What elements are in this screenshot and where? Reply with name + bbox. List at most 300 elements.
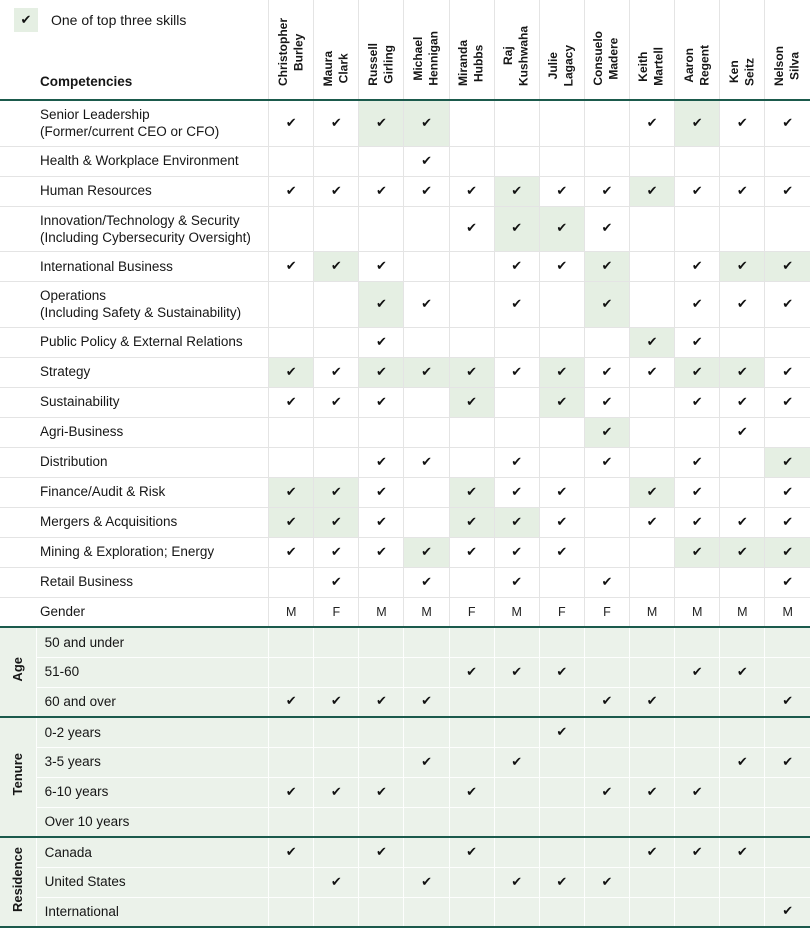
empty-cell (404, 717, 449, 747)
empty-cell (765, 807, 810, 837)
row-label: Agri-Business (0, 417, 269, 447)
empty-cell (269, 657, 314, 687)
table-row (0, 687, 810, 717)
check-icon: ✔ (584, 176, 629, 206)
check-icon: ✔ (584, 687, 629, 717)
check-icon: ✔ (675, 477, 720, 507)
check-icon: ✔ (765, 687, 810, 717)
director-name: Raj Kushwaha (501, 25, 531, 86)
check-icon: ✔ (494, 747, 539, 777)
empty-cell (314, 717, 359, 747)
gender-value: M (404, 597, 449, 627)
empty-cell (765, 206, 810, 252)
check-top-three-icon: ✔ (314, 477, 359, 507)
check-top-three-icon: ✔ (720, 252, 765, 282)
check-top-three-icon: ✔ (314, 507, 359, 537)
check-top-three-icon: ✔ (404, 537, 449, 567)
check-top-three-icon: ✔ (539, 206, 584, 252)
empty-cell (630, 627, 675, 657)
empty-cell (584, 327, 629, 357)
empty-cell (404, 206, 449, 252)
check-icon: ✔ (359, 176, 404, 206)
empty-cell (494, 417, 539, 447)
check-icon: ✔ (269, 387, 314, 417)
empty-cell (494, 717, 539, 747)
check-icon: ✔ (269, 537, 314, 567)
check-icon: ✔ (765, 477, 810, 507)
empty-cell (675, 417, 720, 447)
empty-cell (584, 537, 629, 567)
check-icon: ✔ (675, 387, 720, 417)
empty-cell (539, 282, 584, 328)
empty-cell (359, 146, 404, 176)
check-top-three-icon: ✔ (675, 100, 720, 146)
row-label: 51-60 (36, 657, 269, 687)
empty-cell (630, 867, 675, 897)
check-top-three-icon: ✔ (404, 100, 449, 146)
check-top-three-icon: ✔ (630, 176, 675, 206)
check-icon: ✔ (449, 837, 494, 867)
check-top-three-icon: ✔ (449, 387, 494, 417)
empty-cell (269, 567, 314, 597)
check-top-three-icon: ✔ (449, 507, 494, 537)
empty-cell (584, 100, 629, 146)
empty-cell (404, 507, 449, 537)
table-row (0, 837, 810, 867)
check-icon: ✔ (359, 537, 404, 567)
row-label: Mergers & Acquisitions (0, 507, 269, 537)
director-column-header (494, 0, 539, 100)
empty-cell (539, 327, 584, 357)
empty-cell (449, 417, 494, 447)
empty-cell (404, 387, 449, 417)
director-name: Consuelo Madere (591, 31, 621, 86)
row-label: United States (36, 867, 269, 897)
empty-cell (720, 627, 765, 657)
empty-cell (630, 417, 675, 447)
check-top-three-icon: ✔ (494, 507, 539, 537)
director-name: Michael Hennigan (410, 31, 441, 86)
empty-cell (765, 717, 810, 747)
top-three-skill-check-icon: ✔ (14, 8, 38, 32)
check-icon: ✔ (314, 537, 359, 567)
row-label: 3-5 years (36, 747, 269, 777)
check-icon: ✔ (765, 176, 810, 206)
table-row (0, 146, 810, 176)
check-icon: ✔ (675, 657, 720, 687)
check-icon: ✔ (494, 252, 539, 282)
check-top-three-icon: ✔ (675, 357, 720, 387)
empty-cell (494, 146, 539, 176)
check-icon: ✔ (630, 357, 675, 387)
group-label-tenure: Tenure (0, 717, 36, 837)
check-icon: ✔ (765, 507, 810, 537)
check-icon: ✔ (765, 387, 810, 417)
empty-cell (630, 657, 675, 687)
director-column-header (539, 0, 584, 100)
empty-cell (630, 387, 675, 417)
director-name: Keith Martell (636, 47, 667, 86)
legend (14, 8, 186, 32)
empty-cell (359, 717, 404, 747)
check-top-three-icon: ✔ (449, 477, 494, 507)
check-top-three-icon: ✔ (765, 252, 810, 282)
check-icon: ✔ (765, 357, 810, 387)
empty-cell (314, 447, 359, 477)
row-label: Finance/Audit & Risk (0, 477, 269, 507)
check-icon: ✔ (630, 687, 675, 717)
table-row (0, 327, 810, 357)
check-icon: ✔ (584, 567, 629, 597)
check-icon: ✔ (449, 176, 494, 206)
empty-cell (449, 747, 494, 777)
empty-cell (314, 807, 359, 837)
empty-cell (404, 777, 449, 807)
check-icon: ✔ (765, 282, 810, 328)
row-label: International Business (0, 252, 269, 282)
check-icon: ✔ (449, 657, 494, 687)
check-top-three-icon: ✔ (539, 357, 584, 387)
empty-cell (630, 717, 675, 747)
check-icon: ✔ (630, 777, 675, 807)
check-icon: ✔ (494, 567, 539, 597)
empty-cell (449, 627, 494, 657)
check-icon: ✔ (765, 897, 810, 927)
empty-cell (359, 627, 404, 657)
check-icon: ✔ (404, 567, 449, 597)
empty-cell (720, 777, 765, 807)
check-icon: ✔ (269, 252, 314, 282)
table-row (0, 357, 810, 387)
empty-cell (269, 327, 314, 357)
director-column-header (449, 0, 494, 100)
row-label: 50 and under (36, 627, 269, 657)
check-icon: ✔ (359, 387, 404, 417)
empty-cell (404, 327, 449, 357)
row-label: Gender (0, 597, 269, 627)
empty-cell (359, 417, 404, 447)
table-row (0, 627, 810, 657)
gender-value: F (584, 597, 629, 627)
check-top-three-icon: ✔ (765, 537, 810, 567)
table-row (0, 206, 810, 252)
check-icon: ✔ (675, 282, 720, 328)
check-icon: ✔ (720, 417, 765, 447)
check-icon: ✔ (404, 867, 449, 897)
empty-cell (630, 447, 675, 477)
empty-cell (584, 837, 629, 867)
empty-cell (494, 327, 539, 357)
row-label: Distribution (0, 447, 269, 477)
empty-cell (765, 777, 810, 807)
table-row (0, 282, 810, 328)
empty-cell (314, 146, 359, 176)
check-icon: ✔ (675, 176, 720, 206)
check-icon: ✔ (404, 146, 449, 176)
row-label: Human Resources (0, 176, 269, 206)
table-row (0, 717, 810, 747)
row-label: International (36, 897, 269, 927)
check-icon: ✔ (675, 837, 720, 867)
empty-cell (539, 146, 584, 176)
empty-cell (449, 807, 494, 837)
check-icon: ✔ (675, 777, 720, 807)
empty-cell (765, 627, 810, 657)
check-icon: ✔ (269, 176, 314, 206)
table-row (0, 867, 810, 897)
check-top-three-icon: ✔ (584, 417, 629, 447)
empty-cell (675, 687, 720, 717)
empty-cell (765, 146, 810, 176)
check-top-three-icon: ✔ (404, 357, 449, 387)
check-icon: ✔ (314, 867, 359, 897)
check-icon: ✔ (314, 357, 359, 387)
row-label: Sustainability (0, 387, 269, 417)
empty-cell (539, 100, 584, 146)
director-name: Nelson Silva (772, 45, 802, 86)
check-icon: ✔ (494, 282, 539, 328)
empty-cell (630, 282, 675, 328)
empty-cell (269, 867, 314, 897)
check-top-three-icon: ✔ (630, 327, 675, 357)
check-icon: ✔ (494, 357, 539, 387)
empty-cell (269, 807, 314, 837)
check-top-three-icon: ✔ (314, 252, 359, 282)
empty-cell (720, 807, 765, 837)
check-icon: ✔ (765, 100, 810, 146)
empty-cell (539, 447, 584, 477)
empty-cell (539, 627, 584, 657)
legend-label: One of top three skills (51, 12, 187, 28)
table-row (0, 507, 810, 537)
empty-cell (269, 747, 314, 777)
check-icon: ✔ (584, 867, 629, 897)
check-icon: ✔ (584, 387, 629, 417)
empty-cell (765, 417, 810, 447)
empty-cell (720, 717, 765, 747)
check-icon: ✔ (359, 687, 404, 717)
check-top-three-icon: ✔ (584, 252, 629, 282)
row-label: Canada (36, 837, 269, 867)
table-row (0, 252, 810, 282)
empty-cell (720, 327, 765, 357)
row-label: Retail Business (0, 567, 269, 597)
empty-cell (675, 747, 720, 777)
group-label-residence: Residence (0, 837, 36, 927)
empty-cell (449, 146, 494, 176)
empty-cell (720, 567, 765, 597)
empty-cell (720, 687, 765, 717)
check-icon: ✔ (539, 176, 584, 206)
competencies-header: Competencies (0, 0, 269, 100)
check-icon: ✔ (539, 252, 584, 282)
check-icon: ✔ (584, 206, 629, 252)
table-row (0, 176, 810, 206)
empty-cell (314, 837, 359, 867)
check-icon: ✔ (675, 327, 720, 357)
empty-cell (765, 837, 810, 867)
empty-cell (584, 507, 629, 537)
empty-cell (630, 252, 675, 282)
row-label: Mining & Exploration; Energy (0, 537, 269, 567)
empty-cell (314, 657, 359, 687)
check-icon: ✔ (404, 747, 449, 777)
empty-cell (359, 867, 404, 897)
check-top-three-icon: ✔ (449, 357, 494, 387)
check-icon: ✔ (269, 777, 314, 807)
check-icon: ✔ (404, 176, 449, 206)
check-icon: ✔ (314, 100, 359, 146)
check-icon: ✔ (720, 387, 765, 417)
check-icon: ✔ (269, 100, 314, 146)
check-icon: ✔ (449, 537, 494, 567)
check-icon: ✔ (720, 837, 765, 867)
empty-cell (494, 807, 539, 837)
check-icon: ✔ (314, 176, 359, 206)
check-top-three-icon: ✔ (630, 477, 675, 507)
empty-cell (359, 747, 404, 777)
check-icon: ✔ (314, 777, 359, 807)
empty-cell (404, 417, 449, 447)
empty-cell (404, 627, 449, 657)
table-row (0, 747, 810, 777)
director-name: Aaron Regent (681, 45, 712, 86)
empty-cell (314, 627, 359, 657)
empty-cell (314, 417, 359, 447)
empty-cell (630, 206, 675, 252)
empty-cell (314, 747, 359, 777)
empty-cell (675, 627, 720, 657)
empty-cell (314, 206, 359, 252)
row-label: Health & Workplace Environment (0, 146, 269, 176)
empty-cell (404, 807, 449, 837)
gender-value: F (314, 597, 359, 627)
director-column-header (675, 0, 720, 100)
gender-value: M (494, 597, 539, 627)
empty-cell (314, 327, 359, 357)
check-icon: ✔ (269, 837, 314, 867)
director-column-header (720, 0, 765, 100)
empty-cell (584, 657, 629, 687)
check-icon: ✔ (359, 507, 404, 537)
check-icon: ✔ (539, 867, 584, 897)
empty-cell (630, 747, 675, 777)
empty-cell (449, 100, 494, 146)
empty-cell (765, 867, 810, 897)
empty-cell (630, 567, 675, 597)
check-icon: ✔ (720, 176, 765, 206)
empty-cell (404, 657, 449, 687)
empty-cell (449, 567, 494, 597)
row-label: Senior Leadership (Former/current CEO or CFO) (0, 100, 269, 146)
empty-cell (404, 252, 449, 282)
director-column-header (269, 0, 314, 100)
check-icon: ✔ (630, 507, 675, 537)
check-icon: ✔ (449, 777, 494, 807)
row-label: Over 10 years (36, 807, 269, 837)
check-icon: ✔ (404, 282, 449, 328)
empty-cell (494, 627, 539, 657)
check-icon: ✔ (720, 507, 765, 537)
empty-cell (314, 282, 359, 328)
empty-cell (720, 146, 765, 176)
empty-cell (269, 206, 314, 252)
empty-cell (269, 627, 314, 657)
empty-cell (269, 417, 314, 447)
empty-cell (720, 206, 765, 252)
check-icon: ✔ (539, 657, 584, 687)
empty-cell (449, 282, 494, 328)
empty-cell (765, 327, 810, 357)
empty-cell (765, 657, 810, 687)
check-top-three-icon: ✔ (720, 357, 765, 387)
empty-cell (630, 537, 675, 567)
check-icon: ✔ (539, 537, 584, 567)
director-name: Ken Seitz (726, 57, 757, 86)
check-icon: ✔ (720, 747, 765, 777)
check-top-three-icon: ✔ (269, 357, 314, 387)
row-label: Strategy (0, 357, 269, 387)
empty-cell (494, 687, 539, 717)
check-icon: ✔ (449, 206, 494, 252)
gender-value: F (449, 597, 494, 627)
empty-cell (269, 717, 314, 747)
table-row (0, 417, 810, 447)
empty-cell (494, 777, 539, 807)
check-top-three-icon: ✔ (359, 100, 404, 146)
check-icon: ✔ (359, 447, 404, 477)
director-name: Miranda Hubbs (456, 39, 486, 86)
director-column-header (584, 0, 629, 100)
table-row (0, 807, 810, 837)
check-top-three-icon: ✔ (539, 387, 584, 417)
table-row (0, 777, 810, 807)
check-top-three-icon: ✔ (720, 537, 765, 567)
director-column-header (359, 0, 404, 100)
table-row (0, 567, 810, 597)
table-row (0, 597, 810, 627)
gender-value: M (765, 597, 810, 627)
empty-cell (269, 146, 314, 176)
check-icon: ✔ (630, 837, 675, 867)
empty-cell (269, 282, 314, 328)
director-column-header (314, 0, 359, 100)
empty-cell (494, 387, 539, 417)
empty-cell (539, 777, 584, 807)
empty-cell (449, 447, 494, 477)
empty-cell (404, 477, 449, 507)
check-top-three-icon: ✔ (494, 176, 539, 206)
table-row (0, 100, 810, 146)
empty-cell (584, 747, 629, 777)
empty-cell (720, 867, 765, 897)
director-name: Julie Lagacy (546, 44, 576, 86)
empty-cell (539, 417, 584, 447)
check-icon: ✔ (720, 100, 765, 146)
empty-cell (494, 100, 539, 146)
empty-cell (675, 717, 720, 747)
director-column-header (404, 0, 449, 100)
check-icon: ✔ (359, 252, 404, 282)
empty-cell (630, 146, 675, 176)
empty-cell (449, 252, 494, 282)
check-icon: ✔ (584, 357, 629, 387)
empty-cell (449, 717, 494, 747)
empty-cell (675, 807, 720, 837)
empty-cell (449, 687, 494, 717)
empty-cell (584, 627, 629, 657)
check-icon: ✔ (675, 252, 720, 282)
